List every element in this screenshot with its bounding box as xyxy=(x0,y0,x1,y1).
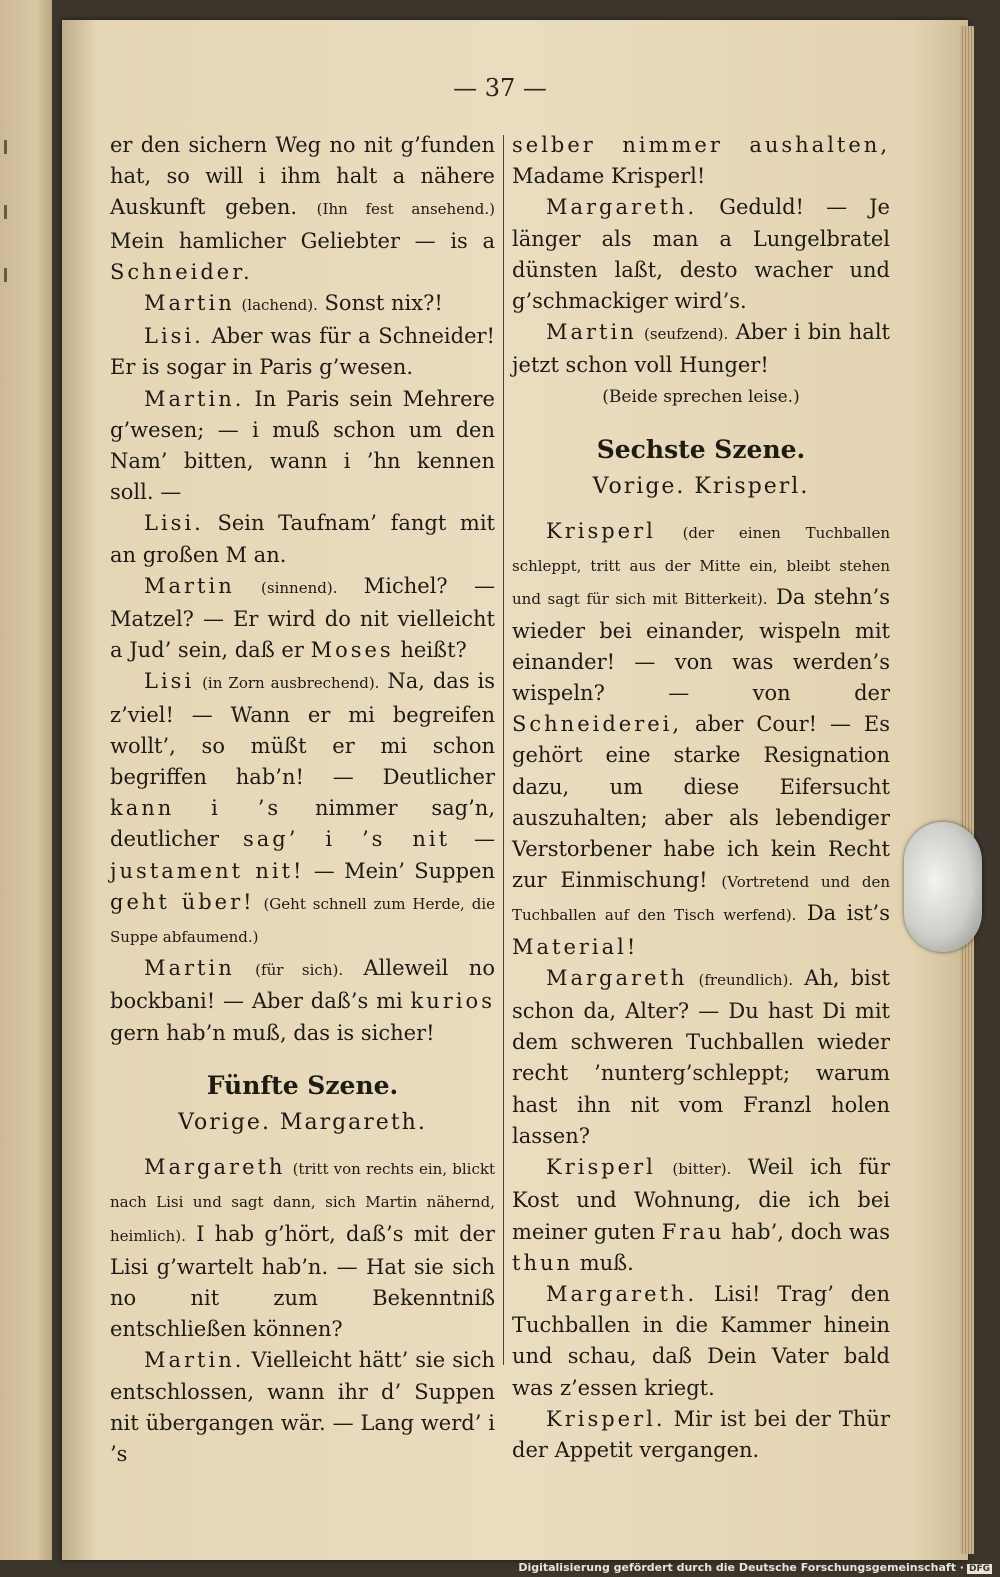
speaker-name: Margareth. xyxy=(546,1281,698,1306)
stage-direction: (lachend). xyxy=(241,296,318,315)
paragraph: Krisperl (bitter). Weil ich für Kost und Wohnung, die ich bei meiner guten Frau hab’, doch was thun muß. xyxy=(512,1155,890,1275)
dfg-logo: DFG xyxy=(968,1564,990,1574)
speaker-name: Krisperl xyxy=(546,1155,656,1180)
paragraph: Lisi. Sein Taufnam’ fangt mit an großen M an. xyxy=(110,511,495,567)
left-page-mark xyxy=(4,205,7,219)
paragraph: er den sichern Weg no nit g’funden hat, so will i ihm halt a nähere Auskunft geben. (Ihn fest ansehend.) Mein hamlicher Geliebter — is a Schneider. xyxy=(110,133,495,284)
paragraph: Margareth (tritt von rechts ein, blickt nach Lisi und sagt dann, sich Martin nähernd, heimlich). I hab g’hört, daß’s mit der Lisi g’wartelt hab’n. — Hat sie sich no nit zum Bekenntniß entschließen können? xyxy=(110,1155,495,1342)
stage-direction: (tritt von rechts ein, blickt nach Lisi und sagt dann, sich Martin nähernd, heimlich). xyxy=(110,1160,495,1245)
speaker-name: Martin. xyxy=(144,1348,245,1373)
paragraph: selber nimmer aushalten, Madame Krisperl! xyxy=(512,133,890,189)
stage-direction: (für sich). xyxy=(255,961,344,980)
stage-direction: (Vortretend und den Tuchballen auf den Tisch werfend). xyxy=(512,873,890,925)
paragraph: Krisperl. Mir ist bei der Thür der Appetit vergangen. xyxy=(512,1406,890,1462)
speaker-name: Krisperl. xyxy=(546,1406,666,1431)
speaker-name: Krisperl xyxy=(546,519,656,544)
paragraph: Martin (lachend). Sonst nix?! xyxy=(144,291,443,316)
paragraph: Margareth. Lisi! Trag’ den Tuchballen in die Kammer hinein und schau, daß Dein Vater bald was z’essen kriegt. xyxy=(512,1281,890,1400)
left-page-edge xyxy=(0,0,52,1560)
speaker-name: Martin xyxy=(546,320,637,345)
speaker-name: Martin xyxy=(144,573,235,598)
paragraph: Lisi. Aber was für a Schneider! Er is sogar in Paris g’wesen. xyxy=(110,324,495,380)
stage-direction: (Geht schnell zum Herde, die Suppe abfaumend.) xyxy=(110,894,495,947)
paragraph: Martin (seufzend). Aber i bin halt jetzt schon voll Hunger! xyxy=(512,320,890,378)
speaker-name: Lisi. xyxy=(144,511,204,536)
scene-persons: Vorige. Margareth. xyxy=(178,1109,427,1135)
stage-direction: (der einen Tuchballen schleppt, tritt aus der Mitte ein, bleibt stehen und sagt für sich mit Bitterkeit). xyxy=(512,524,890,609)
scene-heading: Fünfte Szene. xyxy=(206,1070,399,1100)
page-stack-edge xyxy=(960,26,974,1554)
speaker-name: Martin xyxy=(144,291,235,316)
speaker-name: Lisi xyxy=(144,669,195,694)
stage-direction: (seufzend). xyxy=(644,325,729,344)
speaker-name: Margareth xyxy=(546,965,688,990)
speaker-name: Margareth xyxy=(144,1155,286,1180)
stage-direction: (bitter). xyxy=(672,1160,732,1179)
speaker-name: Lisi. xyxy=(144,324,204,349)
paragraph: Martin. In Paris sein Mehrere g’wesen; — i muß schon um den Nam’ bitten, wann i ’hn kennen soll. — xyxy=(110,386,495,505)
left-column xyxy=(110,130,495,1470)
paragraph: Martin (sinnend). Michel? — Matzel? — Er wird do nit vielleicht a Jud’ sein, daß er Moses heißt? xyxy=(110,573,495,663)
digitization-footer xyxy=(518,1561,992,1574)
page-clip-holder xyxy=(904,822,982,952)
paragraph: Martin. Vielleicht hätt’ sie sich entschlossen, wann ihr d’ Suppen nit übergangen wär. — Lang werd’ i ’s xyxy=(110,1348,495,1466)
scene-persons: Vorige. Krisperl. xyxy=(592,473,810,499)
speaker-name: Martin xyxy=(144,956,235,981)
footer-text: Digitalisierung gefördert durch die Deutsche Forschungsgemeinschaft · xyxy=(518,1561,964,1574)
paragraph: Krisperl (der einen Tuchballen schleppt, tritt aus der Mitte ein, bleibt stehen und sagt für sich mit Bitterkeit). Da stehn’s wieder bei einander, wispeln mit einander! — von was werden’s wispeln? — von der Schneiderei, aber Cour! — Es gehört eine starke Resignation dazu, um diese Eifersucht auszuhalten; aber als lebendiger Verstorbener habe ich kein Recht zur Einmischung! (Vortretend und den Tuchballen auf den Tisch werfend). Da ist’s Material! xyxy=(512,519,890,959)
left-page-mark xyxy=(4,140,7,154)
scene-heading: Sechste Szene. xyxy=(596,434,806,464)
paragraph: Margareth. Geduld! — Je länger als man a Lungelbratel dünsten laßt, desto wacher und g’schmackiger wird’s. xyxy=(512,195,890,314)
right-column xyxy=(512,130,890,1466)
stage-direction: (freundlich). xyxy=(698,970,794,989)
column-divider xyxy=(503,135,504,1365)
speaker-name: Margareth. xyxy=(546,195,698,220)
paragraph: Margareth (freundlich). Ah, bist schon da, Alter? — Du hast Di mit dem schweren Tuchballen wieder recht ’nunterg’schleppt; warum hast ihn nit vom Franzl holen lassen? xyxy=(512,965,890,1148)
stage-direction: (Beide sprechen leise.) xyxy=(602,386,800,407)
page-number: — 37 — xyxy=(453,74,547,102)
paragraph: Martin (für sich). Alleweil no bockbani! — Aber daß’s mi kurios gern hab’n muß, das is sicher! xyxy=(110,956,495,1045)
speaker-name: Martin. xyxy=(144,386,245,411)
stage-direction: (sinnend). xyxy=(261,578,338,597)
paragraph: Lisi (in Zorn ausbrechend). Na, das is z’viel! — Wann er mi begreifen wollt’, so müßt er mi schon begriffen hab’n! — Deutlicher kann i ’s nimmer sag’n, deutlicher sag’ i ’s nit — justament nit! — Mein’ Suppen geht über! (Geht schnell zum Herde, die Suppe abfaumend.) xyxy=(110,669,495,947)
stage-direction: (in Zorn ausbrechend). xyxy=(202,674,380,693)
left-page-mark xyxy=(4,268,7,282)
